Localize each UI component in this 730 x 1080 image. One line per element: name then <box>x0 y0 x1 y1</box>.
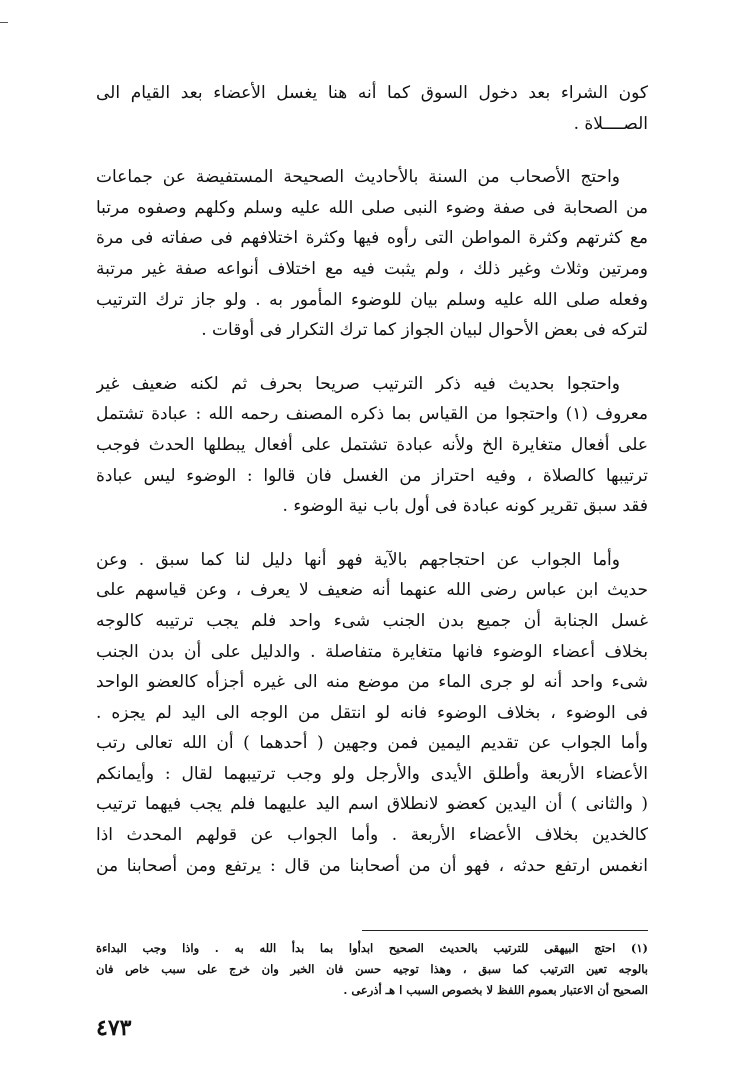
text-line: ( والثانى ) أن اليدين كعضو لانطلاق اسم اليد عليهما فلم يجب فيهما ترتيب <box>96 794 648 815</box>
page-body <box>96 78 648 904</box>
text-line: شىء واحد أنه لو جرى الماء من موضع منه الى غيره أجزأه كالعضو الواحد <box>96 672 648 693</box>
paragraph-2 <box>96 162 648 346</box>
text-line: حديث ابن عباس رضى الله عنهما أنه ضعيف لا يعرف ، وعن قياسهم على <box>96 580 648 601</box>
text-line: بخلاف أعضاء الوضوء فانها متغايرة متفاصلة . والدليل على أن بدن الجنب <box>96 641 648 662</box>
text-line: فقد سبق تقرير كونه عبادة فى أول باب نية الوضوء . <box>282 496 648 517</box>
text-line: ومرتين وثلاث وغير ذلك ، ولم يثبت فيه مع اختلاف أنواعه صفة غير مرتبة <box>96 258 648 279</box>
text-line: واحتج الأصحاب من السنة بالأحاديث الصحيحة المستفيضة عن جماعات <box>96 167 620 188</box>
footnote-divider <box>362 930 648 931</box>
text-line: من الصحابة فى صفة وضوء النبى صلى الله عليه وسلم وكلهم وصفوه مرتبا <box>96 197 648 218</box>
text-line: انغمس ارتفع حدثه ، فهو أن من أصحابنا من قال : يرتفع ومن أصحابنا من <box>96 855 648 876</box>
text-line: وأما الجواب عن تقديم اليمين فمن وجهين ( أحدهما ) أن الله تعالى رتب <box>96 733 648 754</box>
paragraph-1 <box>96 78 648 139</box>
text-line: ترتيبها كالصلاة ، وفيه احتراز من الغسل فان قالوا : الوضوء ليس عبادة <box>96 465 648 486</box>
text-line: فى الوضوء ، بخلاف الوضوء فانه لو انتقل من الوجه الى اليد لم يجزه . <box>96 702 648 723</box>
text-line: وفعله صلى الله عليه وسلم بيان للوضوء المأمور به . ولو جاز ترك الترتيب <box>96 289 648 310</box>
footnote-line: الصحيح أن الاعتبار بعموم اللفظ لا بخصوص السبب ا هـ أذرعى . <box>343 983 648 997</box>
text-line: غسل الجنابة أن جميع بدن الجنب شىء واحد فلم يجب ترتيبه كالوجه <box>96 610 648 631</box>
text-line: الصــــلاة . <box>573 113 648 134</box>
paragraph-3 <box>96 369 648 522</box>
text-line: كون الشراء بعد دخول السوق كما أنه هنا يغسل الأعضاء بعد القيام الى <box>96 83 648 103</box>
text-line: لتركه فى بعض الأحوال لبيان الجواز كما ترك التكرار فى أوقات . <box>201 320 648 341</box>
scan-edge-mark <box>0 22 8 23</box>
text-line: على أفعال متغايرة الخ ولأنه عبادة تشتمل على أفعال يبطلها الحدث فوجب <box>96 434 648 455</box>
footnote <box>96 938 648 1001</box>
paragraph-4 <box>96 545 648 882</box>
page-number: ٤٧٣ <box>96 1015 132 1041</box>
text-line: الأعضاء الأربعة وأطلق الأيدى والأرجل ولو وجب ترتيبهما لقال : وأيمانكم <box>96 763 648 784</box>
text-line: كالخدين بخلاف الأعضاء الأربعة . وأما الجواب عن قولهم المحدث اذا <box>96 825 648 846</box>
text-line: مع كثرتهم وكثرة المواطن التى رأوه فيها وكثرة اختلافهم فى صفاته فى مرة <box>96 228 648 249</box>
text-line: معروف (١) واحتجوا من القياس بما ذكره المصنف رحمه الله : عبادة تشتمل <box>96 404 648 425</box>
text-line: واحتجوا بحديث فيه ذكر الترتيب صريحا بحرف ثم لكنه ضعيف غير <box>96 373 620 394</box>
footnote-line: بالوجه تعين الترتيب كما سبق ، وهذا توجيه حسن فان الخبر وان خرج على سبب خاص فان <box>96 962 648 976</box>
text-line: وأما الجواب عن احتجاجهم بالآية فهو أنها دليل لنا كما سبق . وعن <box>96 549 620 570</box>
footnote-line: (١) احتج البيهقى للترتيب بالحديث الصحيح ابدأوا بما بدأ الله به . واذا وجب البداءة <box>96 941 648 955</box>
